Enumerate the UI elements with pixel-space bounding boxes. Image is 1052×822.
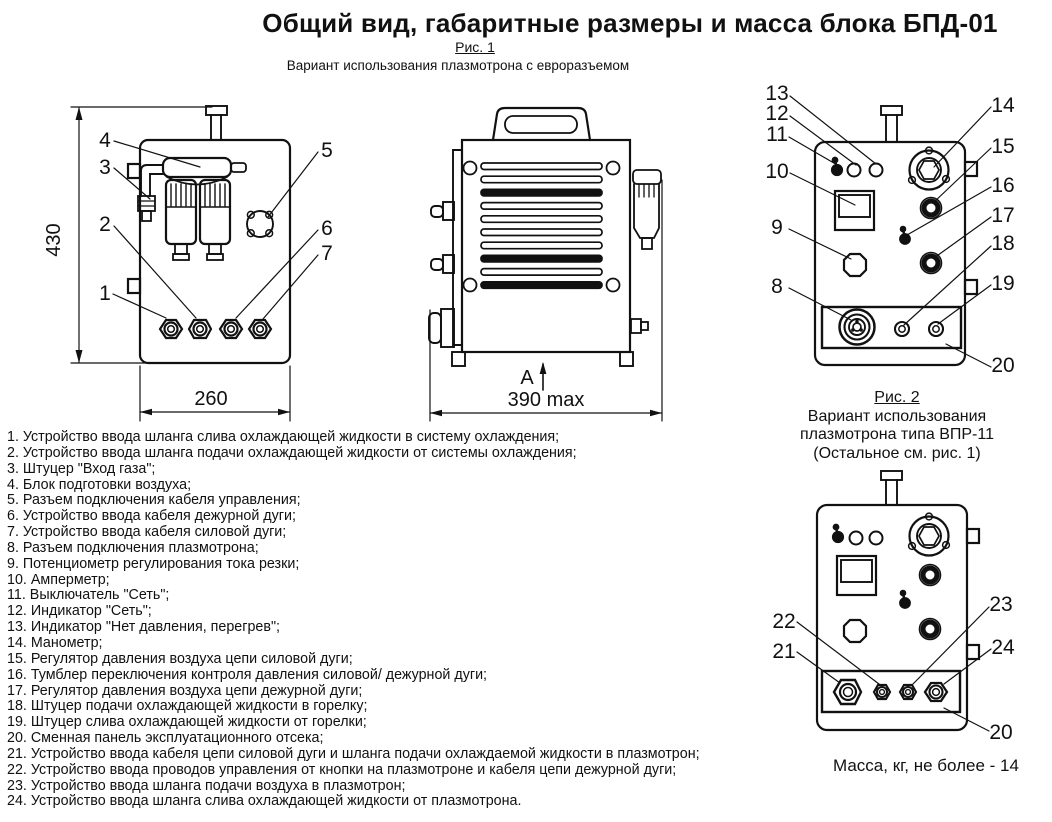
- corner-screws: [464, 162, 620, 292]
- callout-18-label: 18: [991, 232, 1015, 255]
- fig2-front-view-drawing: [817, 471, 979, 730]
- callout-19-label: 19: [991, 272, 1015, 295]
- fig2-caption-line: Вариант использования: [807, 407, 987, 425]
- coolant-drain-fitting: [929, 322, 943, 336]
- air-preparation-unit: [138, 158, 246, 260]
- fig2-caption-line: плазмотрона типа ВПР-11: [800, 426, 994, 443]
- legend-item: 16. Тумблер переключения контроля давления силовой/ дежурной дуги;: [7, 666, 488, 683]
- air-pressure-regulator-pilot: [921, 253, 942, 274]
- air-pressure-regulator-pilot: [920, 619, 941, 640]
- fig1-label-text: Рис. 1: [455, 39, 495, 55]
- callout-14-label: 14: [991, 94, 1015, 117]
- dimension-width-label: 260: [194, 388, 228, 410]
- legend-item: 24. Устройство ввода шланга слива охлаждающей жидкости от плазмотрона.: [7, 793, 522, 810]
- legend-item: 23. Устройство ввода шланга подачи воздуха в плазмотрон;: [7, 777, 406, 794]
- legend-item: 22. Устройство ввода проводов управления от кнопки на плазмотроне и кабеля цепи дежурной дуги;: [7, 761, 677, 778]
- callout-22-label: 22: [772, 610, 796, 633]
- callout-21-label: 21: [772, 640, 796, 663]
- mass-note: Масса, кг, не более - 14: [833, 756, 1019, 775]
- carry-handle-pipe: [881, 106, 902, 142]
- callout-16-label: 16: [991, 174, 1015, 197]
- foot: [452, 352, 465, 366]
- legend-item: 6. Устройство ввода кабеля дежурной дуги;: [7, 508, 296, 525]
- power-indicator-lamp: [848, 164, 861, 177]
- callout-3-label: 3: [99, 156, 111, 179]
- callout-13-label: 13: [765, 82, 789, 105]
- cable-gland-row: [834, 680, 947, 704]
- dimension-height-label: 430: [43, 223, 65, 257]
- callout-12-label: 12: [765, 102, 789, 125]
- callout-24-label: 24: [991, 636, 1015, 659]
- callout-10-label: 10: [765, 160, 789, 183]
- legend-item: 13. Индикатор "Нет давления, перегрев";: [7, 619, 280, 636]
- legend-item: 14. Манометр;: [7, 634, 103, 651]
- callout-11-label: 11: [766, 123, 788, 146]
- fig1-caption: Вариант использования плазмотрона с евроразъемом: [286, 58, 630, 73]
- ammeter: [837, 556, 876, 595]
- coolant-supply-fitting: [895, 322, 909, 336]
- pressure-select-toggle: [900, 591, 910, 608]
- current-potentiometer-knob: [844, 620, 866, 642]
- legend-item: 15. Регулятор давления воздуха цепи силовой дуги;: [7, 650, 353, 667]
- side-tab: [965, 280, 977, 294]
- dimension-depth-label: 390 max: [507, 389, 585, 411]
- callout-23-label: 23: [989, 593, 1013, 616]
- legend-item: 17. Регулятор давления воздуха цепи дежурной дуги;: [7, 682, 363, 699]
- side-tab: [128, 279, 140, 293]
- foot: [620, 352, 633, 366]
- pressure-gauge: [909, 147, 950, 189]
- fig1-front-view-drawing: [815, 106, 977, 365]
- legend-list: [7, 430, 700, 810]
- callout-9-label: 9: [771, 216, 783, 239]
- legend-item: 8. Разъем подключения плазмотрона;: [7, 539, 259, 556]
- view-arrow-label: А: [520, 367, 534, 389]
- callout-4-label: 4: [99, 129, 111, 152]
- carry-handle-pipe: [206, 106, 227, 140]
- ventilation-grille: [481, 163, 602, 288]
- callout-7-label: 7: [321, 242, 333, 265]
- view-arrow-a: [520, 362, 546, 390]
- side-connectors: [429, 202, 454, 347]
- service-bay-panel: [822, 307, 961, 348]
- fig2-label-text: Рис. 2: [874, 389, 920, 406]
- fig2-caption-line: (Остальное см. рис. 1): [813, 444, 981, 462]
- callout-6-label: 6: [321, 217, 333, 240]
- torch-connector: [840, 310, 875, 345]
- ammeter: [835, 191, 874, 230]
- legend-item: 10. Амперметр;: [7, 571, 110, 588]
- power-toggle-switch: [832, 158, 842, 175]
- indicator-lamp: [870, 532, 883, 545]
- side-tab: [967, 645, 979, 659]
- side-tab: [967, 529, 979, 543]
- cable-gland-row: [160, 320, 271, 338]
- legend-item: 7. Устройство ввода кабеля силовой дуги;: [7, 524, 287, 541]
- legend-item: 4. Блок подготовки воздуха;: [7, 476, 192, 493]
- air-pressure-regulator-main: [921, 198, 942, 219]
- fig1-label: [325, 39, 625, 55]
- legend-item: 18. Штуцер подачи охлаждающей жидкости в горелку;: [7, 698, 368, 715]
- legend-item: 19. Штуцер слива охлаждающей жидкости от горелки;: [7, 714, 367, 731]
- legend-item: 3. Штуцер "Вход газа";: [7, 460, 156, 477]
- fault-indicator-lamp: [870, 164, 883, 177]
- page-title: Общий вид, габаритные размеры и масса блока БПД-01: [262, 8, 998, 38]
- legend-item: 9. Потенциометр регулирования тока резки;: [7, 555, 300, 572]
- indicator-lamp: [850, 532, 863, 545]
- power-toggle-switch: [833, 525, 843, 542]
- pressure-gauge: [909, 513, 950, 555]
- side-tab: [965, 162, 977, 176]
- legend-item: 21. Устройство ввода кабеля цепи силовой дуги и шланга подачи охлаждаемой жидкости в плазмотрон;: [7, 745, 700, 762]
- callout-8-label: 8: [771, 275, 783, 298]
- rear-filter-unit: [631, 170, 661, 333]
- side-tab: [128, 164, 140, 178]
- carry-handle-pipe: [881, 471, 902, 505]
- callout-15-label: 15: [991, 135, 1015, 158]
- dimension-width-260: [140, 366, 290, 421]
- legend-item: 12. Индикатор "Сеть";: [7, 603, 152, 620]
- pressure-select-toggle: [900, 227, 910, 244]
- callout-20-label: 20: [991, 354, 1015, 377]
- callout-2-label: 2: [99, 213, 111, 236]
- air-pressure-regulator-main: [920, 565, 941, 586]
- legend-item: 20. Сменная панель эксплуатационного отсека;: [7, 730, 324, 747]
- callout-1-label: 1: [99, 282, 111, 305]
- legend-item: 5. Разъем подключения кабеля управления;: [7, 492, 301, 509]
- fig1-front-callouts: [765, 82, 1015, 377]
- carry-handle: [493, 108, 590, 140]
- legend-item: 11. Выключатель "Сеть";: [7, 587, 170, 604]
- fig1-rear-view-drawing: [429, 108, 661, 366]
- callout-17-label: 17: [991, 204, 1015, 227]
- callout-20-label: 20: [989, 721, 1013, 744]
- fig1-side-view-drawing: [128, 106, 290, 363]
- fig2-caption-block: [772, 389, 1022, 463]
- callout-5-label: 5: [321, 139, 333, 162]
- fig2-callouts: [772, 593, 1015, 744]
- legend-item: 2. Устройство ввода шланга подачи охлаждающей жидкости от системы охлаждения;: [7, 444, 577, 461]
- legend-item: 1. Устройство ввода шланга слива охлаждающей жидкости в систему охлаждения;: [7, 429, 560, 445]
